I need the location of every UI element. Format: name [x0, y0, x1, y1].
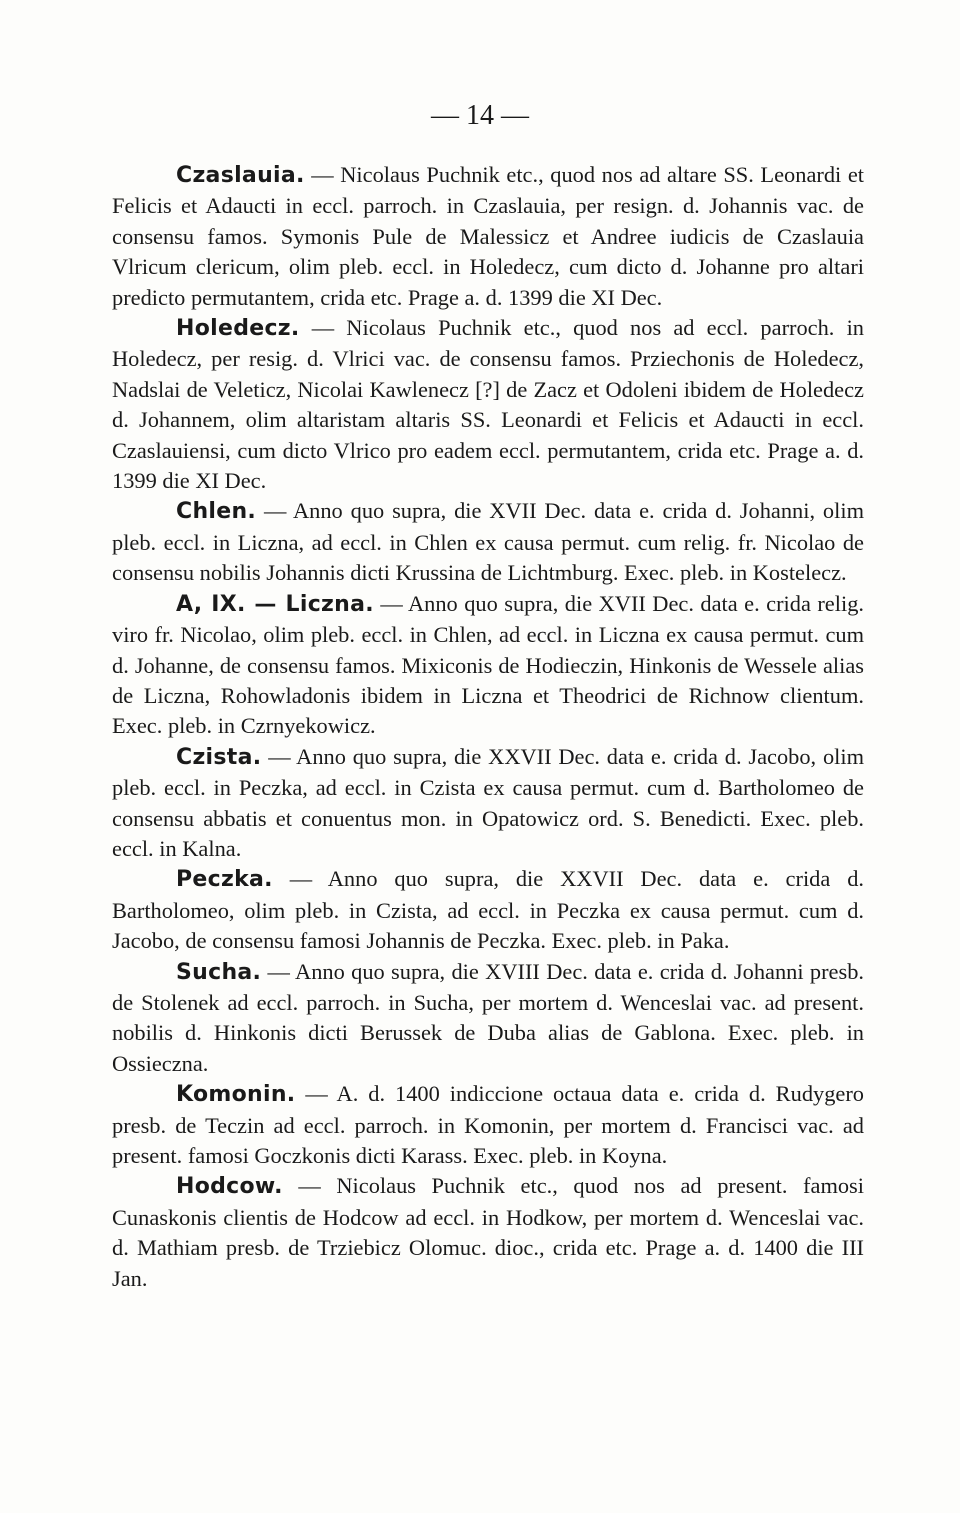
entry-liczna: [112, 589, 864, 742]
entry-hodcow: [112, 1171, 864, 1294]
entry-holedecz: [112, 313, 864, 496]
entry-heading: Holedecz.: [176, 316, 300, 342]
entry-text: — Nicolaus Puchnik etc., quod nos ad eccl. parroch. in Holedecz, per resig. d. Vlrici vac. de consensu famos. Prziechonis de Holedecz, Nadslai de Veleticz, Nicolai Kawlenecz [?] de Zacz et Odoleni ibidem de Holedecz d. Johannem, olim altaristam altaris SS. Leonardi et Felicis et Adaucti in eccl. Czaslauiensi, cum dicto Vlrico pro eadem eccl. permutantem, crida etc. Prage a. d. 1399 die XI Dec.: [112, 315, 864, 494]
entry-peczka: [112, 864, 864, 956]
entry-heading: Komonin.: [176, 1082, 296, 1108]
entry-heading: Czaslauia.: [176, 163, 305, 188]
entry-text: — Nicolaus Puchnik etc., quod nos ad present. famosi Cunaskonis clientis de Hodcow ad eccl. in Hodkow, per mortem d. Wenceslai vac. d. Mathiam presb. de Trziebicz Olomuc. dioc., crida etc. Prage a. d. 1400 die III Jan.: [112, 1173, 864, 1291]
entry-text: — A. d. 1400 indiccione octaua data e. crida d. Rudygero presb. de Teczin ad eccl. parroch. in Komonin, per mortem d. Francisci vac. ad present. famosi Goczkonis dicti Karass. Exec. pleb. in Koyna.: [112, 1081, 864, 1168]
entry-text: — Anno quo supra, die XVII Dec. data e. crida relig. viro fr. Nicolao, olim pleb. eccl. in Chlen, ad eccl. in Liczna ex causa permut. cum d. Johanne, de consensu famos. Mixiconis de Hodieczin, Hinkonis de Wessele alias de Liczna, Rohowladonis ibidem in Liczna et Theodrici de Richnow clientum. Exec. pleb. in Czrnyekowicz.: [112, 590, 864, 739]
entry-heading: A, IX. — Liczna.: [176, 591, 374, 617]
entry-heading: Chlen.: [176, 499, 257, 525]
text-body: [112, 160, 864, 1294]
entry-heading: Sucha.: [176, 959, 262, 985]
entry-text: — Anno quo supra, die XXVII Dec. data e. crida d. Jacobo, olim pleb. eccl. in Peczka, ad eccl. in Czista ex causa permut. cum d. Bartholomeo de consensu abbatis et conuentus mon. in Opatowicz ord. S. Benedicti. Exec. pleb. eccl. in Kalna.: [112, 743, 864, 861]
entry-chlen: [112, 496, 864, 588]
entry-heading: Hodcow.: [176, 1174, 283, 1200]
entry-czaslauia: [112, 160, 864, 313]
entry-text: — Nicolaus Puchnik etc., quod nos ad altare SS. Leonardi et Felicis et Adaucti in eccl. parroch. in Czaslauia, per resign. d. Johannis vac. de consensu famos. Symonis Pule de Malessicz et Andree iudicis de Czaslauia Vlricum clericum, olim pleb. eccl. in Holedecz, cum dicto d. Johanne pro altari predicto permutantem, crida etc. Prage a. d. 1399 die XI Dec.: [112, 162, 864, 310]
entry-text: — Anno quo supra, die XXVII Dec. data e. crida d. Bartholomeo, olim pleb. in Czista, ad eccl. in Peczka ex causa permut. cum d. Jacobo, de consensu famosi Johannis de Peczka. Exec. pleb. in Paka.: [112, 866, 864, 954]
entry-text: — Anno quo supra, die XVIII Dec. data e. crida d. Johanni presb. de Stolenek ad eccl. parroch. in Sucha, per mortem d. Wenceslai vac. ad present. nobilis d. Hinkonis dicti Berussek de Duba alias de Gablona. Exec. pleb. in Ossieczna.: [112, 958, 864, 1076]
entry-text: — Anno quo supra, die XVII Dec. data e. crida d. Johanni, olim pleb. eccl. in Liczna, ad eccl. in Chlen ex causa permut. cum relig. fr. Nicolao de consensu nobilis Johannis dicti Krussina de Lichtmburg. Exec. pleb. in Kostelecz.: [112, 498, 864, 586]
entry-czista: [112, 742, 864, 865]
entry-heading: Peczka.: [176, 867, 273, 893]
entry-sucha: [112, 957, 864, 1080]
page-number: — 14 —: [431, 100, 529, 131]
entry-heading: Czista.: [176, 744, 262, 770]
entry-komonin: [112, 1079, 864, 1171]
